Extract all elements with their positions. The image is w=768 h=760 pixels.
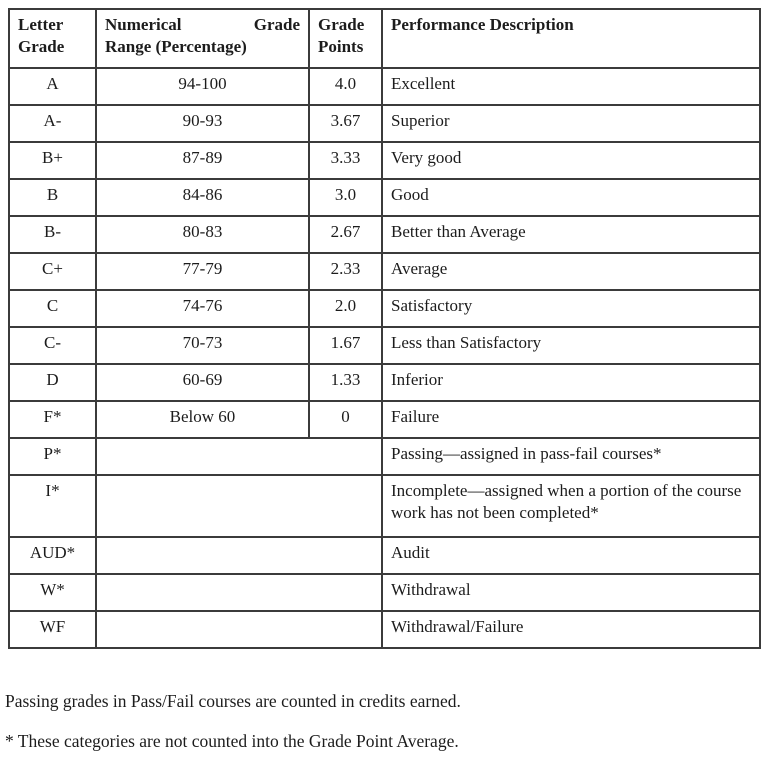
letter-grade-cell: P* bbox=[9, 438, 96, 475]
header-performance-description: Performance Description bbox=[382, 9, 760, 68]
header-letter-grade: Letter Grade bbox=[9, 9, 96, 68]
header-grade-word: Grade bbox=[253, 15, 300, 34]
grade-points-cell: 2.33 bbox=[309, 253, 382, 290]
merged-empty-cell bbox=[96, 537, 382, 574]
description-cell: Inferior bbox=[382, 364, 760, 401]
letter-grade-cell: I* bbox=[9, 475, 96, 537]
grade-range-cell: 87-89 bbox=[96, 142, 309, 179]
table-row bbox=[9, 290, 760, 327]
grade-points-cell: 1.33 bbox=[309, 364, 382, 401]
table-row bbox=[9, 68, 760, 105]
footnote-asterisk: * These categories are not counted into the Grade Point Average. bbox=[5, 730, 459, 751]
table-row bbox=[9, 537, 760, 574]
table-row bbox=[9, 438, 760, 475]
table-row bbox=[9, 364, 760, 401]
grade-points-cell: 4.0 bbox=[309, 68, 382, 105]
table-row bbox=[9, 611, 760, 648]
letter-grade-cell: B bbox=[9, 179, 96, 216]
letter-grade-cell: D bbox=[9, 364, 96, 401]
table-row bbox=[9, 574, 760, 611]
grade-points-cell: 3.0 bbox=[309, 179, 382, 216]
description-cell: Better than Average bbox=[382, 216, 760, 253]
letter-grade-cell: A- bbox=[9, 105, 96, 142]
table-header-row bbox=[9, 9, 760, 68]
merged-empty-cell bbox=[96, 611, 382, 648]
table-row bbox=[9, 327, 760, 364]
grade-range-cell: Below 60 bbox=[96, 401, 309, 438]
grade-points-cell: 0 bbox=[309, 401, 382, 438]
table-row bbox=[9, 216, 760, 253]
description-cell: Very good bbox=[382, 142, 760, 179]
letter-grade-cell: AUD* bbox=[9, 537, 96, 574]
grading-scale-table bbox=[8, 8, 761, 649]
grade-range-cell: 70-73 bbox=[96, 327, 309, 364]
description-cell: Good bbox=[382, 179, 760, 216]
grade-range-cell: 60-69 bbox=[96, 364, 309, 401]
table-row bbox=[9, 401, 760, 438]
grade-range-cell: 74-76 bbox=[96, 290, 309, 327]
table-row bbox=[9, 179, 760, 216]
grade-points-cell: 3.33 bbox=[309, 142, 382, 179]
letter-grade-cell: B+ bbox=[9, 142, 96, 179]
letter-grade-cell: C bbox=[9, 290, 96, 327]
grade-range-cell: 84-86 bbox=[96, 179, 309, 216]
table-row bbox=[9, 253, 760, 290]
description-cell: Average bbox=[382, 253, 760, 290]
letter-grade-cell: WF bbox=[9, 611, 96, 648]
letter-grade-cell: F* bbox=[9, 401, 96, 438]
grade-points-cell: 3.67 bbox=[309, 105, 382, 142]
table-row bbox=[9, 475, 760, 537]
grade-points-cell: 1.67 bbox=[309, 327, 382, 364]
description-cell: Failure bbox=[382, 401, 760, 438]
merged-empty-cell bbox=[96, 438, 382, 475]
header-numerical-grade-range bbox=[96, 9, 309, 68]
table-row bbox=[9, 105, 760, 142]
description-cell: Satisfactory bbox=[382, 290, 760, 327]
header-grade-points: Grade Points bbox=[309, 9, 382, 68]
grade-points-cell: 2.0 bbox=[309, 290, 382, 327]
letter-grade-cell: A bbox=[9, 68, 96, 105]
description-cell: Incomplete—assigned when a portion of the course work has not been completed* bbox=[382, 475, 760, 537]
table-row bbox=[9, 142, 760, 179]
grade-range-cell: 94-100 bbox=[96, 68, 309, 105]
description-cell: Passing—assigned in pass-fail courses* bbox=[382, 438, 760, 475]
grade-range-cell: 80-83 bbox=[96, 216, 309, 253]
description-cell: Superior bbox=[382, 105, 760, 142]
letter-grade-cell: B- bbox=[9, 216, 96, 253]
header-range-percentage: Range (Percentage) bbox=[105, 36, 247, 56]
letter-grade-cell: C- bbox=[9, 327, 96, 364]
merged-empty-cell bbox=[96, 574, 382, 611]
grade-range-cell: 77-79 bbox=[96, 253, 309, 290]
grade-points-cell: 2.67 bbox=[309, 216, 382, 253]
header-numerical-word: Numerical bbox=[105, 15, 182, 34]
grade-range-cell: 90-93 bbox=[96, 105, 309, 142]
description-cell: Less than Satisfactory bbox=[382, 327, 760, 364]
footnote-pass-fail: Passing grades in Pass/Fail courses are counted in credits earned. bbox=[5, 691, 461, 711]
letter-grade-cell: C+ bbox=[9, 253, 96, 290]
description-cell: Withdrawal bbox=[382, 574, 760, 611]
description-cell: Excellent bbox=[382, 68, 760, 105]
description-cell: Audit bbox=[382, 537, 760, 574]
merged-empty-cell bbox=[96, 475, 382, 537]
letter-grade-cell: W* bbox=[9, 574, 96, 611]
description-cell: Withdrawal/Failure bbox=[382, 611, 760, 648]
